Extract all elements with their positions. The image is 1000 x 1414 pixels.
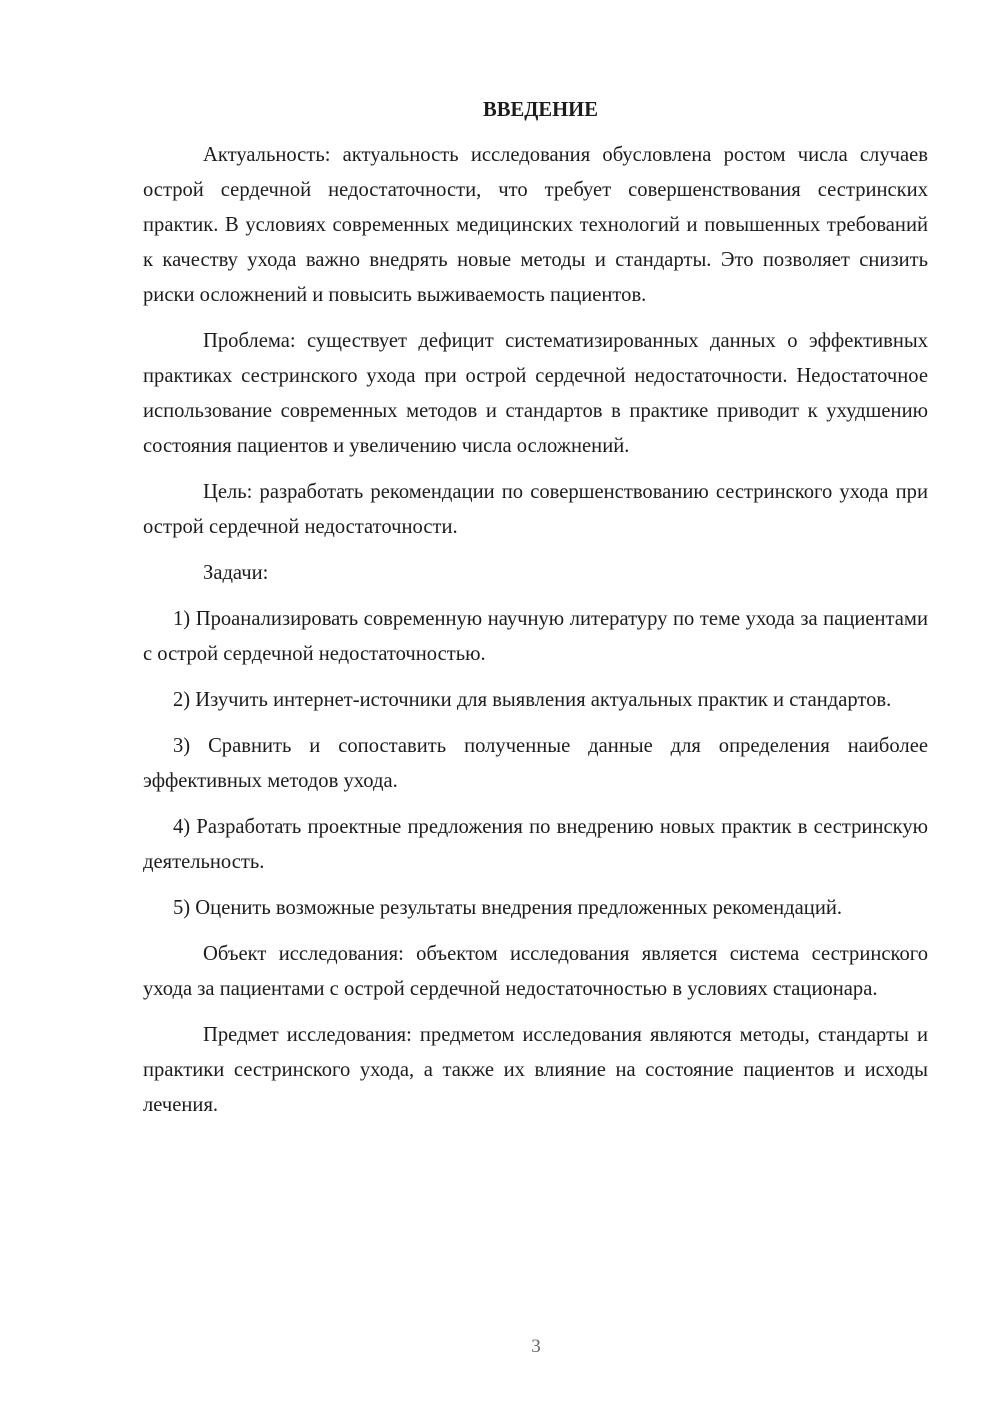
tasks-heading: Задачи: [203, 562, 269, 584]
task-item-5: 5) Оценить возможные результаты внедрения предложенных рекомендаций. [173, 897, 843, 919]
page-title: ВВЕДЕНИЕ [483, 99, 598, 121]
problem-paragraph: Проблема: существует дефицит систематизированных данных о эффективных практиках сестринского ухода при острой сердечной недостаточности. Недостаточное использование современных методов и стандартов в практике приводит к ухудшению состояния пациентов и увеличению числа осложнений. [143, 330, 928, 457]
task-item-2: 2) Изучить интернет-источники для выявления актуальных практик и стандартов. [173, 689, 892, 711]
task-item-3: 3) Сравнить и сопоставить полученные данные для определения наиболее эффективных методов ухода. [143, 735, 928, 792]
goal-paragraph: Цель: разработать рекомендации по совершенствованию сестринского ухода при острой сердечной недостаточности. [143, 481, 928, 538]
task-item-1: 1) Проанализировать современную научную литературу по теме ухода за пациентами с острой сердечной недостаточностью. [143, 608, 928, 665]
page-number: 3 [531, 1336, 541, 1357]
object-paragraph: Объект исследования: объектом исследования является система сестринского ухода за пациентами с острой сердечной недостаточностью в условиях стационара. [143, 943, 928, 1000]
subject-paragraph: Предмет исследования: предметом исследования являются методы, стандарты и практики сестринского ухода, а также их влияние на состояние пациентов и исходы лечения. [143, 1024, 928, 1116]
task-item-4: 4) Разработать проектные предложения по внедрению новых практик в сестринскую деятельность. [143, 816, 928, 873]
relevance-paragraph: Актуальность: актуальность исследования обусловлена ростом числа случаев острой сердечной недостаточности, что требует совершенствования сестринских практик. В условиях современных медицинских технологий и повышенных требований к качеству ухода важно внедрять новые методы и стандарты. Это позволяет снизить риски осложнений и повысить выживаемость пациентов. [143, 144, 928, 306]
